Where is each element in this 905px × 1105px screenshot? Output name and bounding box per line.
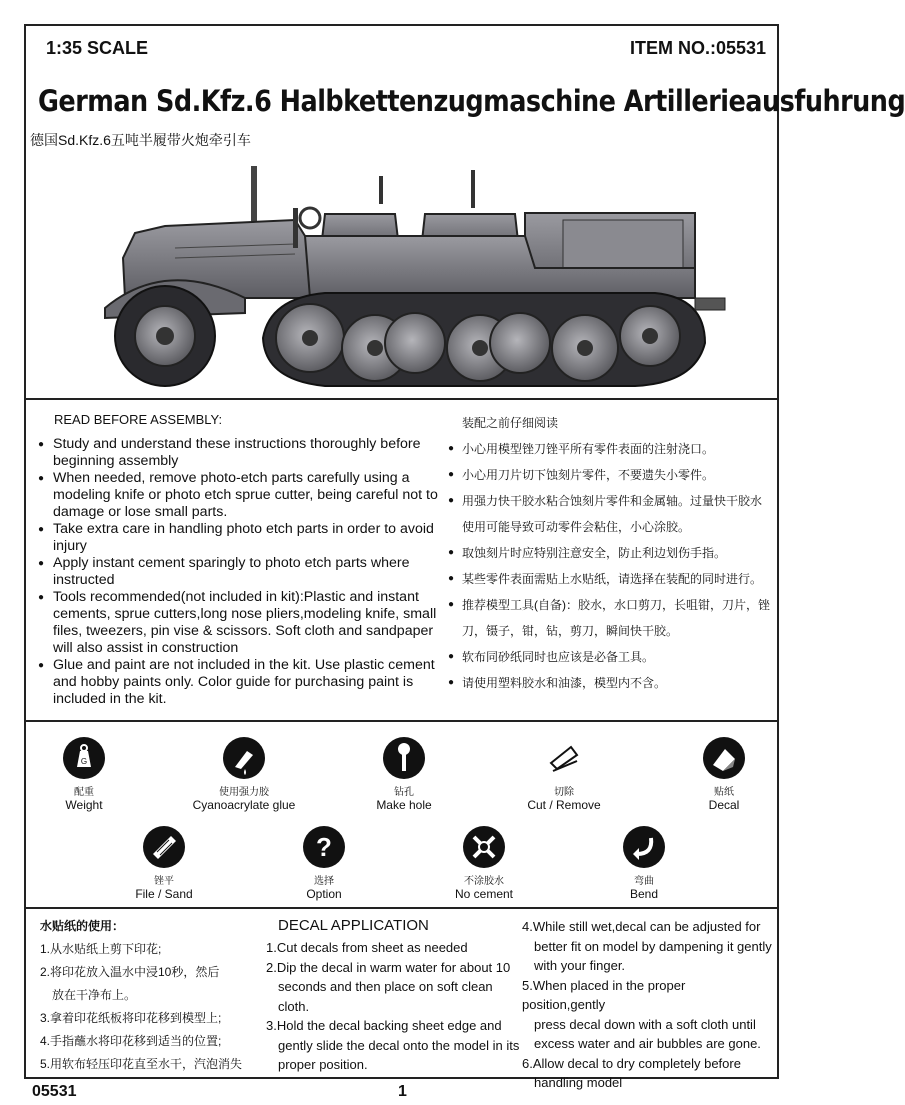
no-cement-icon xyxy=(463,826,505,868)
glue-icon xyxy=(223,737,265,779)
read-before-list-cn xyxy=(448,436,773,696)
legend-decal xyxy=(654,737,794,812)
list-item: handling model xyxy=(534,1075,623,1090)
list-item: with your finger. xyxy=(534,958,626,973)
scale-label: 1:35 SCALE xyxy=(46,38,149,58)
bend-arrow-icon xyxy=(623,826,665,868)
legend-label: File / Sand xyxy=(135,887,193,901)
legend-label: Cyanoacrylate glue xyxy=(192,798,296,812)
decal-list-mid xyxy=(266,938,524,1075)
legend-weight xyxy=(14,737,154,812)
legend-no-cement xyxy=(414,826,554,901)
legend-label-cn: 配重 xyxy=(74,787,94,798)
vehicle-illustration xyxy=(95,158,735,398)
svg-text:G: G xyxy=(80,757,88,766)
cut-icon xyxy=(543,737,585,779)
legend-label-cn: 不涂胶水 xyxy=(464,876,504,887)
svg-text:?: ? xyxy=(316,832,332,862)
legend-label-cn: 钻孔 xyxy=(394,787,414,798)
list-item: 1.Cut decals from sheet as needed xyxy=(266,940,468,955)
list-item: 放在干净布上。 xyxy=(52,988,137,1002)
list-item: ● Study and understand these instructions thoroughly before beginning assembly xyxy=(38,436,443,470)
divider-2 xyxy=(24,720,779,722)
legend-label: Make hole xyxy=(376,798,432,812)
list-item: ● 某些零件表面需贴上水贴纸，请选择在装配的同时进行。 xyxy=(448,566,773,592)
list-item: 5.When placed in the proper position,gently xyxy=(522,977,686,1012)
question-mark-icon xyxy=(303,826,345,868)
list-item: 1.从水贴纸上剪下印花; xyxy=(40,942,162,956)
decal-icon xyxy=(703,737,745,779)
decal-heading-cn: 水贴纸的使用： xyxy=(40,919,125,933)
footer-code: 05531 xyxy=(32,1083,77,1100)
list-item: ● 请使用塑料胶水和油漆，模型内不含。 xyxy=(448,670,773,696)
read-before-heading-cn: 装配之前仔细阅读 xyxy=(462,416,559,430)
legend-cut xyxy=(494,737,634,812)
list-item: ● 小心用刀片切下蚀刻片零件，不要遗失小零件。 xyxy=(448,462,773,488)
list-item: better fit on model by dampening it gently xyxy=(534,938,772,954)
legend-label: Weight xyxy=(65,798,103,812)
read-before-list xyxy=(38,436,443,708)
weight-icon xyxy=(63,737,105,779)
legend-label-cn: 切除 xyxy=(554,787,574,798)
legend-label-cn: 锉平 xyxy=(154,876,174,887)
list-item: ● When needed, remove photo-etch parts carefully using a modeling knife or photo etch sprue cutter, being careful not to damage or lose small parts. xyxy=(38,470,443,521)
list-item: press decal down with a soft cloth until xyxy=(534,1016,756,1032)
list-item: 4.手指蘸水将印花移到适当的位置; xyxy=(40,1034,222,1048)
drill-icon xyxy=(383,737,425,779)
legend-drill xyxy=(334,737,474,812)
decal-list-right xyxy=(522,917,772,1093)
list-item: gently slide the decal onto the model in its xyxy=(278,1037,520,1053)
decal-heading: DECAL APPLICATION xyxy=(278,917,429,934)
page-subtitle-cn: 德国Sd.Kfz.6五吨半履带火炮牵引车 xyxy=(30,132,251,148)
legend-label-cn: 弯曲 xyxy=(634,876,654,887)
list-item: ● 软布同砂纸同时也应该是必备工具。 xyxy=(448,644,773,670)
list-item: 2.Dip the decal in warm water for about 10 xyxy=(266,959,511,975)
page-number: 1 xyxy=(398,1083,407,1100)
list-item: 3.拿着印花纸板将印花移到模型上; xyxy=(40,1011,222,1025)
list-item: 2.将印花放入温水中浸10秒，然后 xyxy=(40,965,220,979)
decal-list-cn xyxy=(40,938,265,1076)
list-item: 4.While still wet,decal can be adjusted for xyxy=(522,919,761,934)
item-number: ITEM NO.:05531 xyxy=(629,38,766,58)
list-item: ● 小心用模型锉刀锉平所有零件表面的注射浇口。 xyxy=(448,436,773,462)
legend-glue xyxy=(174,737,314,812)
legend-label: Cut / Remove xyxy=(527,798,601,812)
list-item: proper position. xyxy=(278,1057,368,1072)
legend-label-cn: 选择 xyxy=(314,876,334,887)
legend-label-cn: 使用强力胶 xyxy=(219,787,269,798)
legend-file xyxy=(94,826,234,901)
legend-label-cn: 贴纸 xyxy=(714,787,734,798)
list-item: ● Take extra care in handling photo etch parts in order to avoid injury xyxy=(38,521,443,555)
legend-label: Bend xyxy=(629,887,659,901)
list-item: ● 用强力快干胶水粘合蚀刻片零件和金属轴。过量快干胶水使用可能导致可动零件会粘住，小心涂胶。 xyxy=(448,488,773,540)
legend-label: Option xyxy=(306,887,342,901)
read-before-heading: READ BEFORE ASSEMBLY: xyxy=(54,412,223,427)
list-item: 6.Allow decal to dry completely before xyxy=(522,1055,741,1071)
legend-bend xyxy=(574,826,714,901)
legend-label: Decal xyxy=(708,798,740,812)
list-item: ● Glue and paint are not included in the kit. Use plastic cement and hobby paints only. Color guide for purchasing paint is included in the kit. xyxy=(38,657,443,708)
list-item: 5.用软布轻压印花直至水干，汽泡消失 xyxy=(40,1057,243,1071)
file-icon xyxy=(143,826,185,868)
divider-3 xyxy=(24,907,779,909)
list-item: excess water and air bubbles are gone. xyxy=(534,1036,761,1051)
list-item: ● 取蚀刻片时应特别注意安全，防止利边划伤手指。 xyxy=(448,540,773,566)
list-item: ● Apply instant cement sparingly to photo etch parts where instructed xyxy=(38,555,443,589)
list-item: ● Tools recommended(not included in kit):Plastic and instant cements, sprue cutters,long nose pliers,modeling knife, small files, tweezers, pin vise & scissors. Soft cloth and sandpaper will also assist in construction xyxy=(38,589,443,657)
list-item: 3.Hold the decal backing sheet edge and xyxy=(266,1018,502,1033)
divider-1 xyxy=(24,398,779,400)
list-item: seconds and then place on soft clean cloth. xyxy=(278,979,493,1014)
page-title: German Sd.Kfz.6 Halbkettenzugmaschine Artillerieausfuhrung xyxy=(38,84,905,118)
legend-option xyxy=(254,826,394,901)
list-item: ● 推荐模型工具(自备)：胶水，水口剪刀，长咀钳，刀片，锉刀，镊子，钳，钻，剪刀，瞬间快干胶。 xyxy=(448,592,773,644)
legend-label: No cement xyxy=(454,887,514,901)
